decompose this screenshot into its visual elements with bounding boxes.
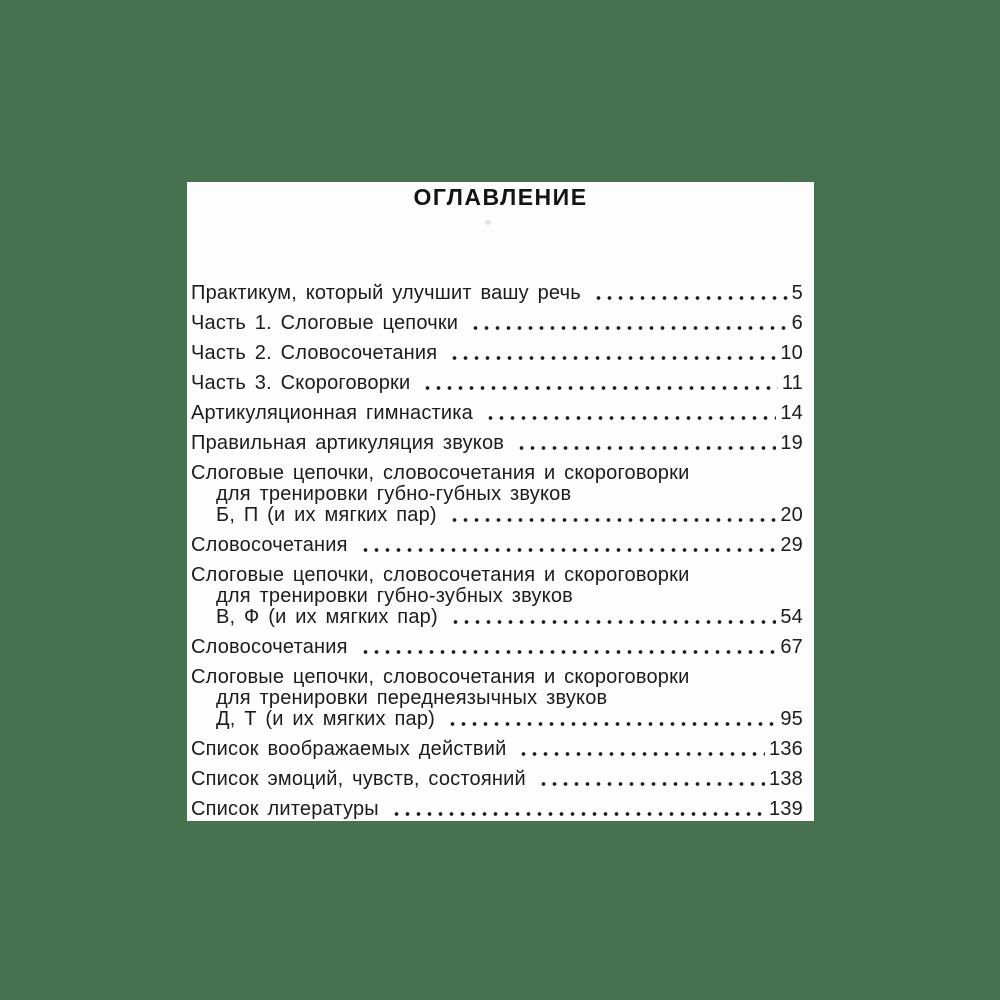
toc-entry xyxy=(191,403,803,424)
dot-leader xyxy=(445,709,776,730)
toc-entry-text-line xyxy=(191,484,803,505)
dot-leader xyxy=(447,343,776,364)
dot-leader xyxy=(447,505,777,526)
toc-entry-page-number: 136 xyxy=(769,738,803,760)
toc-entry-page-number: 19 xyxy=(780,432,803,454)
toc-entry-leader-line xyxy=(191,403,803,424)
toc-entry-label: Слоговые цепочки, словосочетания и скороговорки xyxy=(191,564,690,586)
toc-entry-text-line xyxy=(191,667,803,688)
toc-entry xyxy=(191,463,803,526)
toc-entry-label: Словосочетания xyxy=(191,534,348,556)
toc-entry-leader-line xyxy=(191,343,803,364)
page-title: ОГЛАВЛЕНИЕ xyxy=(413,184,588,210)
dot-leader xyxy=(516,739,765,760)
toc-entry xyxy=(191,535,803,556)
toc-entry-label: Практикум, который улучшит вашу речь xyxy=(191,282,581,304)
toc-entry-page-number: 95 xyxy=(780,708,803,730)
toc-entry-label: В, Ф (и их мягких пар) xyxy=(216,606,438,628)
dot-leader xyxy=(483,403,776,424)
toc-entry-text-line xyxy=(191,586,803,607)
toc-entry-leader-line xyxy=(191,505,803,526)
toc-entry xyxy=(191,313,803,334)
toc-entry-leader-line xyxy=(191,637,803,658)
toc-entry-text-line xyxy=(191,688,803,709)
toc-entry-label: Словосочетания xyxy=(191,636,348,658)
toc-entry xyxy=(191,433,803,454)
dot-leader xyxy=(448,607,777,628)
toc-entry xyxy=(191,565,803,628)
dot-leader xyxy=(468,313,788,334)
toc-entry-label: Б, П (и их мягких пар) xyxy=(216,504,437,526)
toc-entry-leader-line xyxy=(191,769,803,790)
toc-entry-page-number: 67 xyxy=(780,636,803,658)
toc-entry-page-number: 139 xyxy=(769,798,803,820)
toc-entry-page-number: 29 xyxy=(780,534,803,556)
toc-entry xyxy=(191,667,803,730)
toc-entry-leader-line xyxy=(191,373,803,394)
toc-entry-leader-line xyxy=(191,607,803,628)
toc-entry-label: Часть 2. Словосочетания xyxy=(191,342,438,364)
toc-entry-page-number: 20 xyxy=(780,504,803,526)
toc-entry-label: Часть 1. Слоговые цепочки xyxy=(191,312,459,334)
toc-entry-leader-line xyxy=(191,709,803,730)
toc-entry-text-line xyxy=(191,565,803,586)
toc-entry-page-number: 54 xyxy=(780,606,803,628)
toc-entry-label: Слоговые цепочки, словосочетания и скороговорки xyxy=(191,666,690,688)
toc-entry-label: для тренировки губно-зубных звуков xyxy=(216,585,573,607)
toc-entry-leader-line xyxy=(191,739,803,760)
dot-leader xyxy=(389,799,765,820)
toc-entry-label: Список эмоций, чувств, состояний xyxy=(191,768,526,790)
toc-entry-leader-line xyxy=(191,313,803,334)
toc-entry-label: Список литературы xyxy=(191,798,379,820)
toc-entry xyxy=(191,739,803,760)
dot-leader xyxy=(358,637,777,658)
toc-entry-page-number: 10 xyxy=(780,342,803,364)
toc-entry-text-line xyxy=(191,463,803,484)
toc-list xyxy=(191,283,803,829)
toc-entry xyxy=(191,637,803,658)
toc-entry xyxy=(191,283,803,304)
toc-entry-label: Правильная артикуляция звуков xyxy=(191,432,505,454)
toc-entry-label: Слоговые цепочки, словосочетания и скороговорки xyxy=(191,462,690,484)
dot-leader xyxy=(536,769,765,790)
scanned-book-page xyxy=(187,182,814,821)
toc-entry-page-number: 138 xyxy=(769,768,803,790)
toc-entry-leader-line xyxy=(191,535,803,556)
toc-entry xyxy=(191,343,803,364)
toc-entry-page-number: 5 xyxy=(791,282,803,304)
dot-leader xyxy=(420,373,777,394)
toc-entry-label: для тренировки губно-губных звуков xyxy=(216,483,572,505)
scan-artifact-dot xyxy=(485,220,491,225)
toc-entry-leader-line xyxy=(191,433,803,454)
toc-entry-leader-line xyxy=(191,283,803,304)
dot-leader xyxy=(358,535,777,556)
toc-entry-label: Список воображаемых действий xyxy=(191,738,507,760)
toc-entry xyxy=(191,373,803,394)
toc-entry-leader-line xyxy=(191,799,803,820)
dot-leader xyxy=(591,283,788,304)
toc-entry xyxy=(191,799,803,820)
toc-entry-page-number: 14 xyxy=(780,402,803,424)
toc-entry xyxy=(191,769,803,790)
toc-entry-page-number: 11 xyxy=(781,372,803,394)
toc-entry-label: Часть 3. Скороговорки xyxy=(191,372,411,394)
toc-entry-page-number: 6 xyxy=(791,312,803,334)
toc-entry-label: для тренировки переднеязычных звуков xyxy=(216,687,608,709)
toc-entry-label: Д, Т (и их мягких пар) xyxy=(216,708,436,730)
toc-entry-label: Артикуляционная гимнастика xyxy=(191,402,473,424)
dot-leader xyxy=(514,433,776,454)
